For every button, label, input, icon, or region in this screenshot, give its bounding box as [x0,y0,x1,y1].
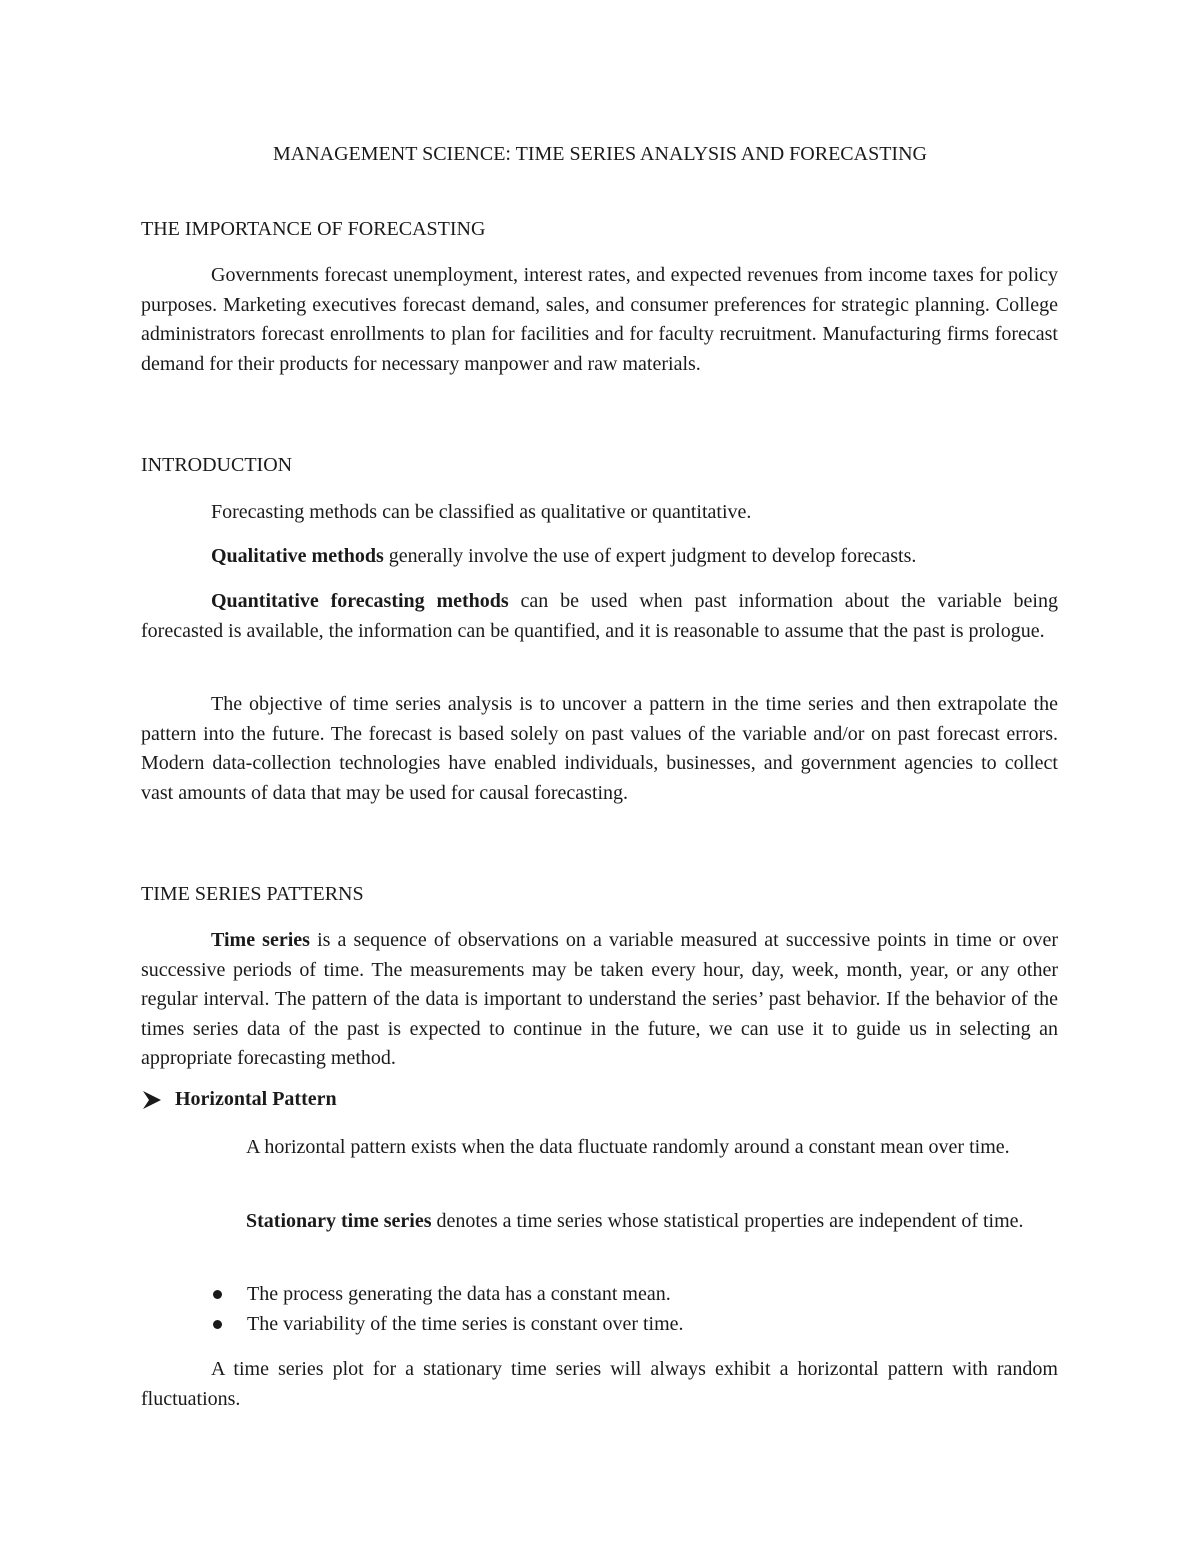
text-time-series: is a sequence of observations on a variable measured at successive points in time or over successive periods of time. The measurements may be taken every hour, day, week, month, year, or any other regular interval. The pattern of the data is important to understand the series’ past behavior. If the behavior of the times series data of the past is expected to continue in the future, we can use it to guide us in selecting an appropriate forecasting method. [141,929,1059,1069]
text-quantitative: can be used when past information about the variable being forecasted is available, the information can be quantified, and it is reasonable to assume that the past is prologue. [141,590,1058,642]
heading-introduction: INTRODUCTION [141,454,293,476]
paragraph-importance: Governments forecast unemployment, interest rates, and expected revenues from income taxes for policy purposes. Marketing executives forecast demand, sales, and consumer preferences for strategic planning. College administrators forecast enrollments to plan for facilities and for faculty recruitment. Manufacturing firms forecast demand for their products for necessary manpower and raw materials. [141,264,1058,375]
heading-importance: THE IMPORTANCE OF FORECASTING [141,218,486,240]
list-item [211,1280,684,1310]
paragraph-intro-classification: Forecasting methods can be classified as qualitative or quantitative. [211,501,752,523]
term-time-series: Time series [211,929,310,951]
bullet-dot-icon [213,1290,222,1299]
subheading-horizontal-label: Horizontal Pattern [175,1088,337,1110]
term-qualitative-methods: Qualitative methods [211,545,384,567]
arrowhead-bullet-icon [141,1090,163,1110]
paragraph-stationary-plot: A time series plot for a stationary time series will always exhibit a horizontal pattern with random fluctuations. [141,1358,1058,1410]
bullet-dot-icon [213,1320,222,1329]
heading-patterns: TIME SERIES PATTERNS [141,883,364,905]
list-item [211,1310,684,1340]
paragraph-objective: The objective of time series analysis is to uncover a pattern in the time series and then extrapolate the pattern into the future. The forecast is based solely on past values of the variable and/or on past forecast errors. Modern data-collection technologies have enabled individuals, businesses, and government agencies to collect vast amounts of data that may be used for causal forecasting. [141,693,1058,804]
term-quantitative-methods: Quantitative forecasting methods [211,590,509,612]
paragraph-horizontal-definition: A horizontal pattern exists when the data fluctuate randomly around a constant mean over time. [246,1136,1010,1158]
text-stationary: denotes a time series whose statistical properties are independent of time. [431,1210,1024,1232]
list-item-text: The process generating the data has a constant mean. [247,1283,671,1305]
paragraph-stationary [176,1207,1058,1237]
paragraph-qualitative [141,542,1058,572]
paragraph-time-series [141,926,1058,1074]
term-stationary-time-series: Stationary time series [246,1210,432,1232]
bullet-list-stationary [211,1280,684,1339]
subheading-horizontal [141,1088,337,1111]
document-title: MANAGEMENT SCIENCE: TIME SERIES ANALYSIS AND FORECASTING [273,143,927,165]
paragraph-quantitative [141,587,1058,646]
text-qualitative: generally involve the use of expert judgment to develop forecasts. [383,545,917,567]
list-item-text: The variability of the time series is constant over time. [247,1312,684,1335]
